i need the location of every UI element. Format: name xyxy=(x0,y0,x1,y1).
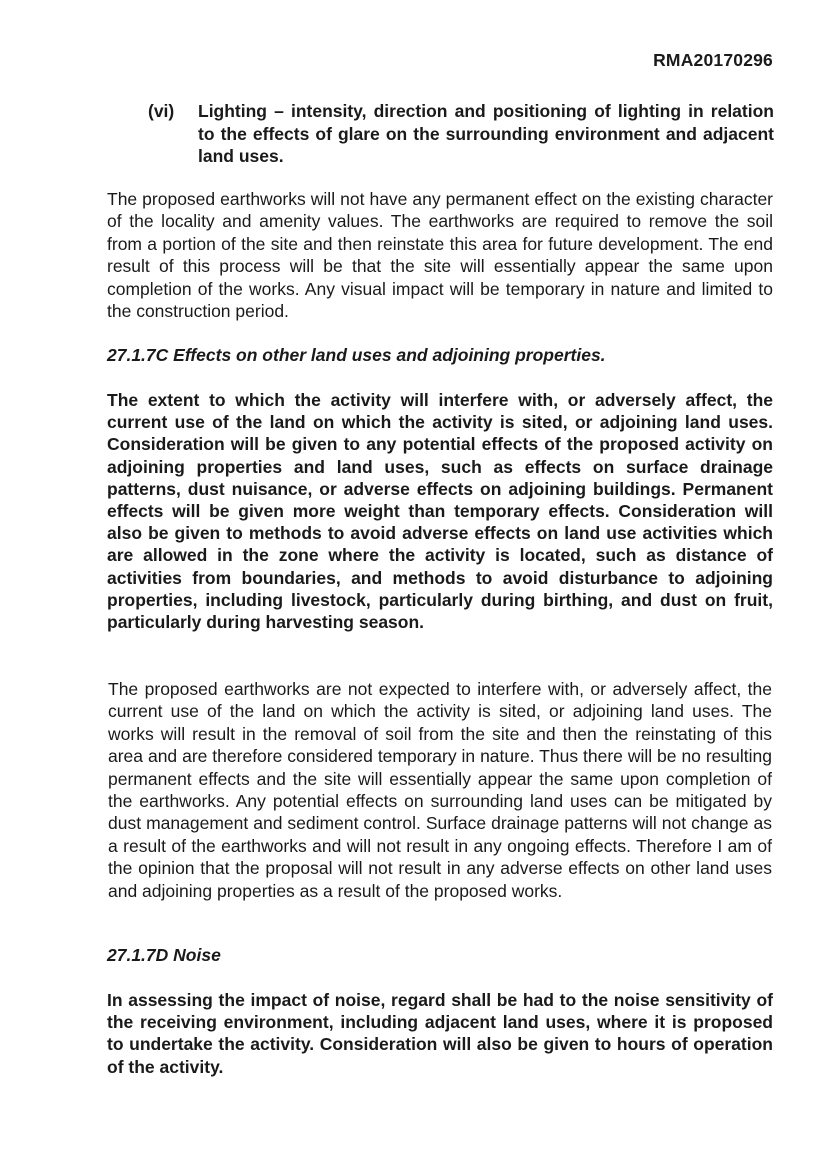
lighting-assessment-paragraph: The proposed earthworks will not have any permanent effect on the existing character of the locality and amenity values. The earthworks are required to remove the soil from a portion of the site and then reinstate this area for future development. The end result of this process will be that the site will essentially appear the same upon completion of the works. Any visual impact will be temporary in nature and limited to the construction period. xyxy=(107,189,773,322)
section-heading-27-1-7d: 27.1.7D Noise xyxy=(107,945,221,965)
document-reference-number: RMA20170296 xyxy=(653,50,773,70)
criterion-text: Lighting – intensity, direction and positioning of lighting in relation to the effects of glare on the surrounding environment and adjacent land uses. xyxy=(198,101,774,166)
criterion-number: (vi) xyxy=(148,101,175,121)
section-heading-27-1-7c: 27.1.7C Effects on other land uses and adjoining properties. xyxy=(107,345,606,365)
section-27-1-7c-assessment: The proposed earthworks are not expected to interfere with, or adversely affect, the current use of the land on which the activity is sited, or adjoining land uses. The works will result in the removal of soil from the site and then the reinstating of this area and are therefore considered temporary in nature. Thus there will be no resulting permanent effects and the site will essentially appear the same upon completion of the earthworks. Any potential effects on surrounding land uses can be mitigated by dust management and sediment control. Surface drainage patterns will not change as a result of the earthworks and will not result in any ongoing effects. Therefore I am of the opinion that the proposal will not result in any adverse effects on other land uses and adjoining properties as a result of the proposed works. xyxy=(108,679,772,901)
criterion-item-vi xyxy=(148,100,774,168)
section-27-1-7d-criteria: In assessing the impact of noise, regard shall be had to the noise sensitivity of the receiving environment, including adjacent land uses, where it is proposed to undertake the activity. Consideration will also be given to hours of operation of the activity. xyxy=(107,990,773,1077)
section-27-1-7c-criteria: The extent to which the activity will interfere with, or adversely affect, the current use of the land on which the activity is sited, or adjoining land uses. Consideration will be given to any potential effects of the proposed activity on adjoining properties and land uses, such as effects on surface drainage patterns, dust nuisance, or adverse effects on adjoining buildings. Permanent effects will be given more weight than temporary effects. Consideration will also be given to methods to avoid adverse effects on land use activities which are allowed in the zone where the activity is located, such as distance of activities from boundaries, and methods to avoid disturbance to adjoining properties, including livestock, particularly during birthing, and dust on fruit, particularly during harvesting season. xyxy=(107,390,773,633)
